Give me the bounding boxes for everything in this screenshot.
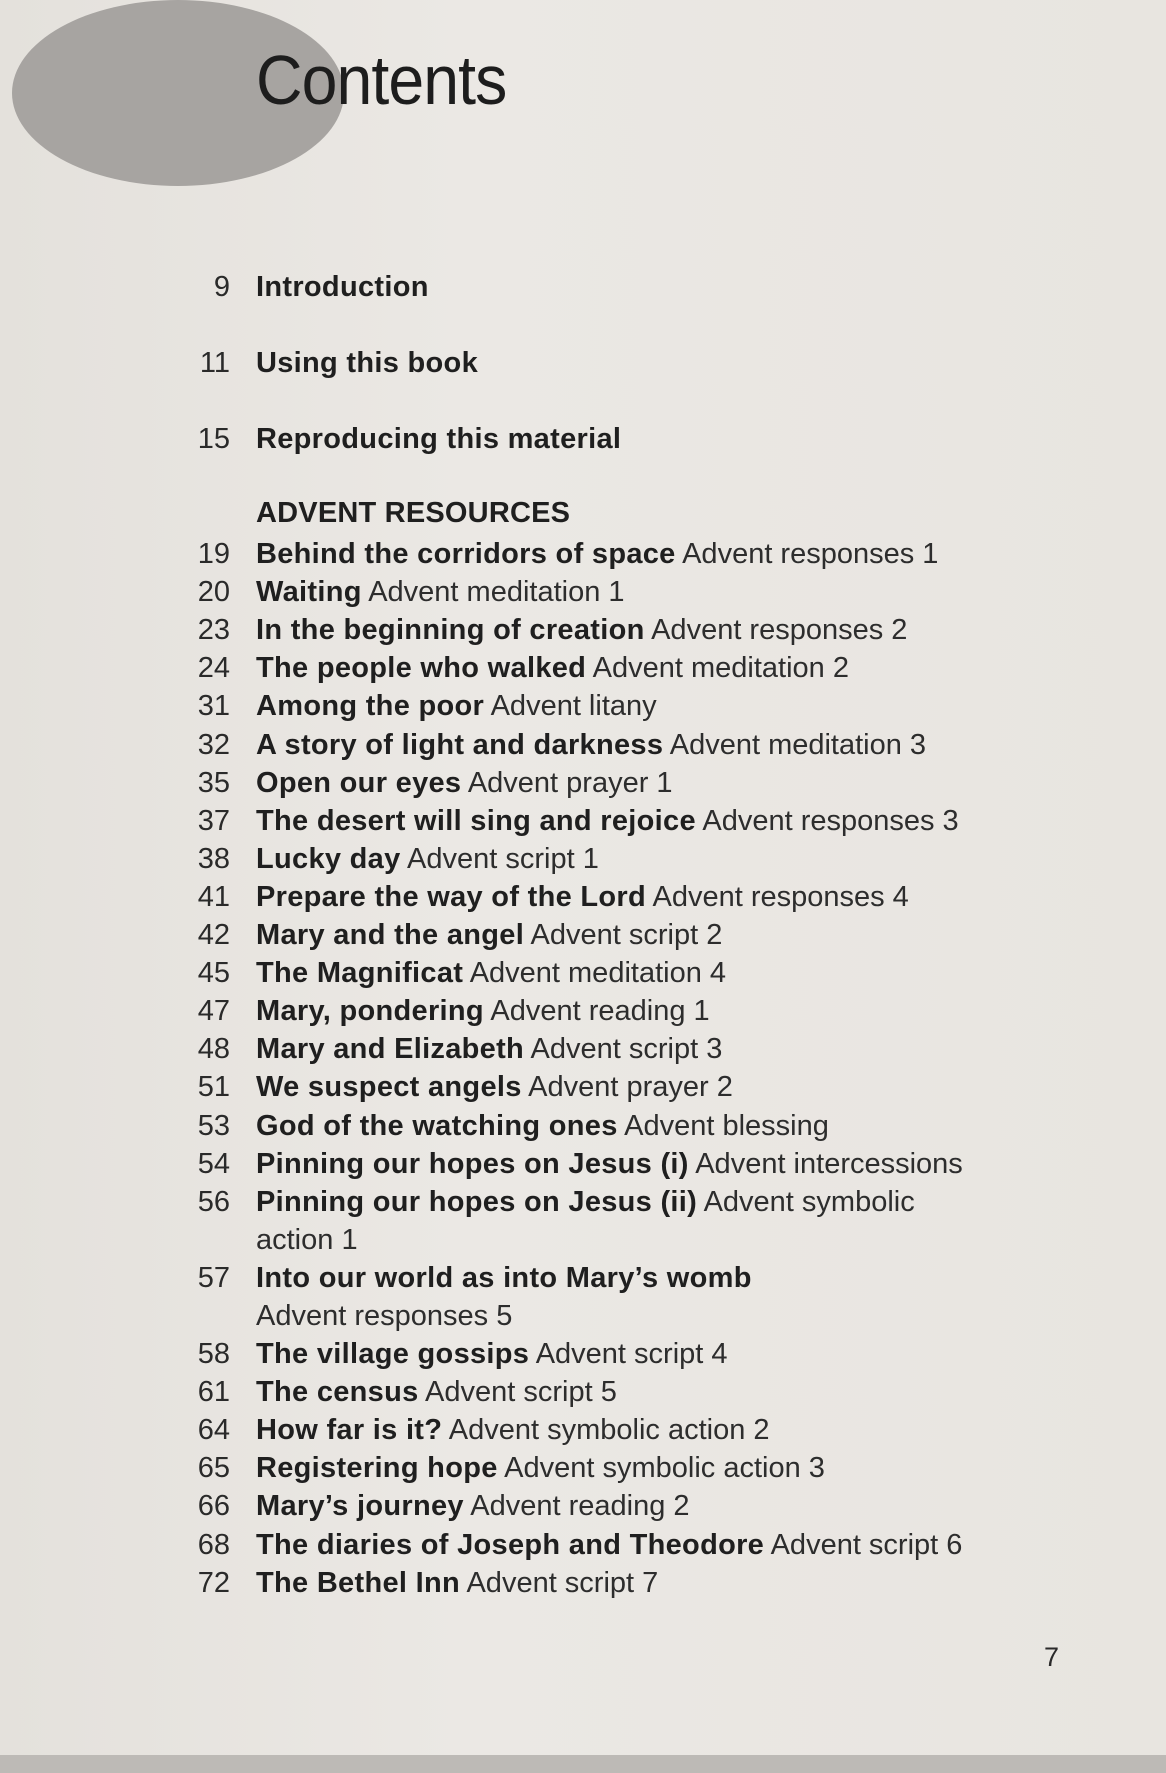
toc-entry-text — [256, 1183, 1076, 1259]
toc-entry-text — [256, 726, 1076, 764]
toc-entry-title: Mary and Elizabeth — [256, 1033, 525, 1065]
toc-entry-title: Open our eyes — [256, 767, 462, 799]
toc-entry-title: The Magnificat — [256, 957, 464, 989]
toc-entry-title: Behind the corridors of space — [256, 538, 676, 570]
toc-page-number: 53 — [197, 1110, 230, 1142]
toc-page-number: 31 — [197, 690, 230, 722]
toc-entry-description: Advent symbolic — [703, 1186, 915, 1218]
toc-entry-title: Pinning our hopes on Jesus (i) — [256, 1148, 689, 1180]
toc-entry-text — [256, 1526, 1076, 1564]
toc-entry-description: Advent meditation 1 — [368, 576, 625, 608]
toc-page-number: 68 — [197, 1529, 230, 1561]
toc-page-number: 41 — [197, 881, 230, 913]
toc-page-number: 58 — [197, 1338, 230, 1370]
toc-entry-text — [256, 802, 1076, 840]
toc-page-number: 72 — [197, 1567, 230, 1599]
toc-entry-title: In the beginning of creation — [256, 614, 645, 646]
toc-entry-description: Advent responses 4 — [652, 881, 909, 913]
toc-entry-description: Advent responses 3 — [702, 805, 959, 837]
toc-page-number: 51 — [197, 1071, 230, 1103]
toc-page-number: 66 — [197, 1490, 230, 1522]
toc-entry-description: Advent script 6 — [770, 1529, 963, 1561]
toc-page-number: 48 — [197, 1033, 230, 1065]
toc-page-number: 11 — [199, 347, 230, 379]
toc-entry-title: Prepare the way of the Lord — [256, 881, 647, 913]
toc-entry-text — [256, 687, 1076, 725]
toc-entry-text — [256, 764, 1076, 802]
toc-entry-title: The people who walked — [256, 652, 587, 684]
toc-entry-description: Advent responses 1 — [682, 538, 939, 570]
toc-page-number: 42 — [197, 919, 230, 951]
toc-entry-title: Lucky day — [256, 843, 401, 875]
toc-entry-title: Among the poor — [256, 690, 485, 722]
toc-entry-text — [256, 649, 1076, 687]
toc-page-number: 45 — [197, 957, 230, 989]
toc-entry-text — [256, 840, 1076, 878]
toc-entry-description: Advent intercessions — [695, 1148, 963, 1180]
toc-page-number: 47 — [197, 995, 230, 1027]
toc-entry-description: Advent script 5 — [425, 1376, 617, 1408]
toc-entry-title: The desert will sing and rejoice — [256, 805, 696, 837]
toc-entry-text — [256, 1449, 1076, 1487]
toc-page-number: 35 — [197, 767, 230, 799]
toc-page-number: 61 — [197, 1376, 230, 1408]
toc-page-number: 54 — [197, 1148, 230, 1180]
toc-page-number: 19 — [197, 538, 230, 570]
toc-entry-text — [256, 1487, 1076, 1525]
toc-entry-description: Advent blessing — [624, 1110, 829, 1142]
toc-entry-text — [256, 1259, 1076, 1335]
toc-entry-description: Advent prayer 1 — [467, 767, 673, 799]
page-edge-shadow — [0, 1755, 1166, 1773]
toc-page-number: 9 — [213, 271, 230, 303]
section-heading: ADVENT RESOURCES — [256, 497, 571, 529]
toc-entry-description: Advent script 1 — [407, 843, 599, 875]
toc-entry-text — [256, 1373, 1076, 1411]
toc-page-number: 37 — [197, 805, 230, 837]
toc-entry-text — [256, 420, 1076, 458]
toc-entry-text — [256, 1107, 1076, 1145]
toc-entry-title: Mary, pondering — [256, 995, 484, 1027]
toc-entry-text — [256, 1564, 1076, 1602]
toc-entry-title: The census — [256, 1376, 419, 1408]
toc-page-number: 23 — [197, 614, 230, 646]
toc-entry-description: Advent meditation 2 — [592, 652, 849, 684]
toc-entry-text — [256, 916, 1076, 954]
toc-entry-description: Advent meditation 3 — [669, 729, 927, 761]
toc-entry-title: Reproducing this material — [256, 423, 622, 455]
toc-entry-text — [256, 1145, 1076, 1183]
toc-entry-description: Advent script 4 — [535, 1338, 728, 1370]
toc-entry-description: Advent litany — [490, 690, 657, 722]
toc-entry-title: God of the watching ones — [256, 1110, 618, 1142]
toc-entry-description: Advent symbolic action 3 — [504, 1452, 825, 1484]
toc-entry-title: A story of light and darkness — [256, 729, 664, 761]
toc-entry-text — [256, 573, 1076, 611]
toc-entry-text — [256, 954, 1076, 992]
toc-entry-title: Pinning our hopes on Jesus (ii) — [256, 1186, 698, 1218]
toc-entry-title: Registering hope — [256, 1452, 498, 1484]
toc-page-number: 65 — [197, 1452, 230, 1484]
toc-entry-title: Mary and the angel — [256, 919, 525, 951]
toc-page-number: 64 — [197, 1414, 230, 1446]
toc-entry-description: Advent responses 2 — [651, 614, 908, 646]
toc-entry-text — [256, 1335, 1076, 1373]
toc-entry-text — [256, 268, 1076, 306]
page-title: Contents — [256, 41, 507, 119]
toc-page-number: 15 — [197, 423, 230, 455]
toc-entry-title: Introduction — [256, 271, 429, 303]
toc-page-number: 57 — [197, 1262, 230, 1294]
toc-entry-title: Into our world as into Mary’s womb — [256, 1262, 752, 1294]
toc-entry-description: Advent script 3 — [530, 1033, 723, 1065]
toc-entry-description: Advent script 7 — [466, 1567, 659, 1599]
toc-entry-text — [256, 1411, 1076, 1449]
toc-entry-description: Advent script 2 — [530, 919, 723, 951]
toc-entry-text — [256, 878, 1076, 916]
toc-entry-title: The village gossips — [256, 1338, 530, 1370]
toc-entry-description: Advent reading 1 — [490, 995, 710, 1027]
toc-entry-description: Advent symbolic action 2 — [448, 1414, 770, 1446]
toc-entry-description: Advent prayer 2 — [528, 1071, 733, 1103]
toc-entry-title: Waiting — [256, 576, 362, 608]
page-number: 7 — [1044, 1642, 1060, 1672]
toc-page-number: 32 — [197, 729, 230, 761]
toc-entry-text — [256, 992, 1076, 1030]
toc-page-number: 38 — [197, 843, 230, 875]
toc-entry-title: We suspect angels — [256, 1071, 522, 1103]
toc-entry-description: Advent meditation 4 — [469, 957, 727, 989]
toc-entry-description: Advent reading 2 — [470, 1490, 690, 1522]
toc-entry-description-continued: action 1 — [256, 1224, 358, 1256]
toc-page-number: 56 — [197, 1186, 230, 1218]
toc-entry-text — [256, 1068, 1076, 1106]
toc-entry-text — [256, 344, 1076, 382]
toc-entry-title: How far is it? — [256, 1414, 443, 1446]
toc-entry-title: Using this book — [256, 347, 478, 379]
toc-entry-description-continued: Advent responses 5 — [256, 1300, 513, 1332]
toc-entry-text — [256, 535, 1076, 573]
toc-entry-text — [256, 1030, 1076, 1068]
toc-entry-title: Mary’s journey — [256, 1490, 464, 1522]
toc-entry-title: The diaries of Joseph and Theodore — [256, 1529, 765, 1561]
toc-page-number: 20 — [197, 576, 230, 608]
toc-entry-title: The Bethel Inn — [256, 1567, 460, 1599]
toc-page-number: 24 — [197, 652, 230, 684]
toc-entry-text — [256, 611, 1076, 649]
